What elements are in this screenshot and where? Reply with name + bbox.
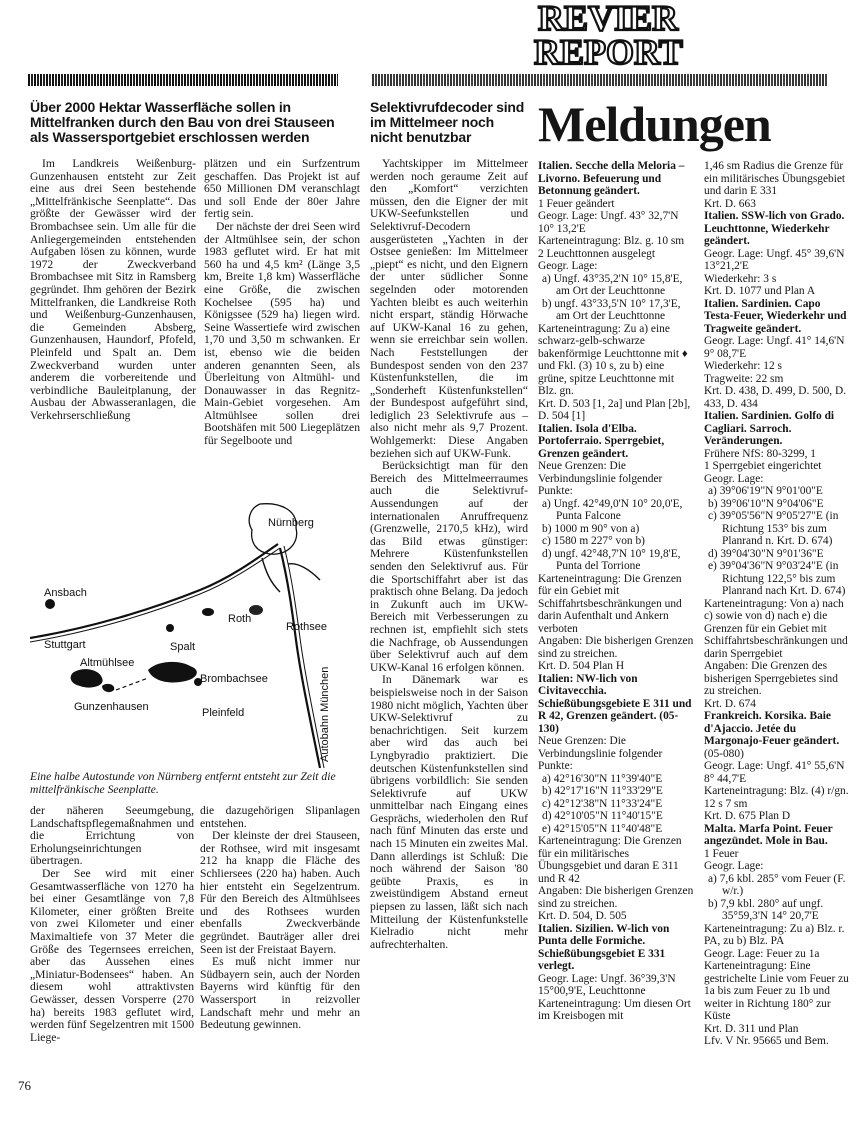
map-caption: Eine halbe Autostunde von Nürnberg entfernt entsteht zur Zeit die mittelfränkische Seenplatte.	[30, 770, 336, 796]
revier-report-logo	[530, 0, 720, 70]
logo-line2: REPORT	[534, 32, 683, 70]
meldungen-col1	[538, 160, 694, 1023]
notice-line: Krt. D. 674	[704, 697, 756, 710]
page-number: 76	[18, 1078, 31, 1093]
notice-line: Geogr. Lage: Ungf. 41° 55,6'N 8° 44,7'E	[704, 760, 845, 785]
notice-line: Angaben: Die bisherigen Grenzen sind zu streichen.	[538, 635, 694, 660]
spalt-marker	[166, 624, 174, 632]
article2-paragraph: Yachtskipper im Mittelmeer werden noch geraume Zeit auf den „Komfort“ verzichten müssen, den die Eigner der mit UKW-Seefunkstellen und Selektivruf-Decodern ausgerüsteten „Yachten in der Ostsee genießen: Im Mittelmeer „piept“ es nicht, und den Eignern der unter südlicher Sonne segelnden oder motorenden Yachten bleibt es auch weiterhin nicht erspart, ständig Hörwache auf UKW-Kanal 16 zu gehen, wenn sie erreichbar sein wollen. Nach Feststellungen der Bundespost senden von den 237 Küstenfunkstellen, die im „Sonderheft Küstenfunkstellen“ der Bundespost aufgeführt sind, lediglich 23 Selektivrufe aus – also nicht mehr als 9,7 Prozent. Wohlgemerkt: Diese Angaben beziehen sich auf UKW-Funk.	[370, 157, 528, 460]
map-label: Ansbach	[44, 587, 87, 599]
map-label: Pleinfeld	[202, 707, 245, 719]
notice-line: a) Ungf. 42°49,0'N 10° 20,0'E, Punta Falcone	[542, 497, 683, 522]
notice-line: Krt. D. 311 und Plan	[704, 1022, 799, 1035]
notice-line: Karteneintragung: Eine gestrichelte Linie vom Feuer zu 1a bis zum Feuer zu 1b und weiter in Richtung 180° zur Küste	[704, 960, 849, 1022]
notice-line: Karteneintragung: Die Grenzen für ein militärisches Übungsgebiet und daran E 311 und R 42	[538, 835, 682, 885]
notice-line: Geogr. Lage:	[704, 860, 764, 872]
article1-paragraph: der näheren Seeumgebung, Landschaftspflegemaßnahmen und die Errichtung von Erholungseinrichtungen übertragen.	[30, 804, 194, 868]
notice-line: Frühere NfS: 80-3299, 1	[704, 447, 816, 460]
notice-line: a) Ungf. 43°35,2'N 10° 15,8'E, am Ort der Leuchttonne	[542, 272, 683, 297]
logo-line1: REVIER	[538, 0, 679, 38]
notice-heading: Italien. Sizilien. W-lich von Punta delle Formiche. Schießübungsgebiet E 331 verlegt.	[538, 922, 670, 972]
notice-line: 1 Feuer geändert	[538, 197, 615, 210]
article2-paragraph: Berücksichtigt man für den Bereich des Mittelmeerraumes auch die Selektivruf-Aussendungen auf der internationalen Anruffrequenz (Grenzwelle, 2170,5 kHz), wird das Bild etwas günstiger: Mehrere Küstenfunkstellen senden den Selektivruf aus. Für die Sportschiffahrt aber ist das praktisch ohne Belang. Da jedoch in Zukunft auch im UKW-Bereich mit Verbesserungen zu rechnen ist, empfiehlt sich stets die Nachfrage, ob Aussendungen über Selektivruf auch auf dem UKW-Kanal 16 erfolgen können.	[370, 459, 528, 674]
map-label: Autobahn München	[319, 666, 331, 762]
notice-line: Geogr. Lage: Feuer zu 1a	[704, 947, 820, 960]
notice-line: d) ungf. 42°48,7'N 10° 19,8'E, Punta del Torrione	[542, 547, 681, 572]
notice-line: b) 39°06'10"N 9°04'06"E	[708, 497, 824, 510]
article1-paragraph: Der nächste der drei Seen wird der Altmühlsee sein, der schon 1983 geflutet wird. Er hat mit 560 ha und 4,5 km² (Länge 3,5 km, Breite 1,8 km) Wasserfläche eine Größe, die zwischen Kochelsee (595 ha) und Königssee (529 ha) liegen wird. Seine Wassertiefe wird zwischen 1,70 und 3,50 m schwanken. Er ist, ebenso wie die beiden anderen genannten Seen, als Überleitung von Altmühl- und Donauwasser in das Regnitz-Main-Gebiet vorgesehen. Am Altmühlsee sollen drei Bootshäfen mit 500 Liegeplätzen für Segelboote und	[204, 219, 360, 448]
notice-heading: Malta. Marfa Point. Feuer angezündet. Mole in Bau.	[704, 822, 833, 847]
notice-line: Wiederkehr: 12 s	[704, 360, 782, 372]
notice-line: Angaben: Die Grenzen des bisherigen Sperrgebietes sind zu streichen.	[704, 660, 838, 697]
notice-line: b) 7,9 kbl. 280° auf ungf. 35°59,3'N 14° 20,7'E	[708, 897, 824, 922]
article1-col1	[30, 158, 196, 422]
article1-col1-lower	[30, 805, 194, 1044]
notice-line: Wiederkehr: 3 s	[704, 272, 777, 285]
notice-heading: Italien. Sardinien. Capo Testa-Feuer, Wiederkehr und Tragweite geändert.	[704, 297, 847, 335]
notice-line: Krt. D. 504, D. 505	[538, 910, 627, 922]
map-label: Roth	[228, 613, 252, 625]
article2-headline: Selektivrufdecoder sind im Mittelmeer noch nicht benutzbar	[370, 99, 525, 145]
notice-line: e) 42°15'05"N 11°40'48"E	[542, 822, 663, 835]
meldungen-title: Meldungen	[538, 96, 771, 152]
notice-heading: Italien: NW-lich von Civitavecchia. Schießübungsgebiete E 311 und R 42, Grenzen geändert. (05-130)	[538, 672, 692, 735]
notice-line: a) 7,6 kbl. 285° vom Feuer (F. w/r.)	[708, 872, 846, 897]
notice-line: c) 39°05'56"N 9°05'27"E (in Richtung 153° bis zum Planrand n. Krt. D. 674)	[708, 510, 839, 547]
seenplatte-map	[30, 500, 360, 768]
notice-line: Lfv. V Nr. 95665 und Bem.	[704, 1035, 829, 1047]
notice-line: Krt. D. 504 Plan H	[538, 660, 625, 672]
article1-paragraph: Es muß nicht immer nur Südbayern sein, auch der Norden Bayerns wird künftig für den Wassersport in reizvoller Landschaft mehr und mehr an Bedeutung gewinnen.	[200, 955, 360, 1032]
ansbach-marker	[45, 599, 55, 609]
notice-line: Geogr. Lage: Ungf. 41° 14,6'N 9° 08,7'E	[704, 335, 845, 360]
notice-line: a) 39°06'19"N 9°01'00"E	[708, 485, 823, 497]
notice-line: Karteneintragung: Zu a) Blz. r. PA, zu b) Blz. PA	[704, 922, 845, 947]
roth-marker	[202, 608, 214, 616]
notice-line: b) 1000 m 90° von a)	[542, 522, 640, 535]
notice-line: Tragweite: 22 sm	[704, 372, 784, 385]
notice-heading: Italien. SSW-lich von Grado. Leuchttonne, Wiederkehr geändert.	[704, 210, 845, 247]
notice-heading: Italien. Isola d'Elba. Portoferraio. Sperrgebiet, Grenzen geändert.	[538, 422, 665, 460]
article2-column	[370, 158, 528, 951]
notice-line: b) ungf. 43°33,5'N 10° 17,3'E, am Ort der Leuchttonne	[542, 297, 681, 322]
header-rule-left	[28, 74, 338, 86]
notice-line: Geogr. Lage: Ungf. 36°39,3'N 15°00,9'E, Leuchttonne	[538, 972, 676, 997]
map-label: Rothsee	[286, 621, 327, 633]
notice-line: e) 39°04'36"N 9°03'24"E (in Richtung 122,5° bis zum Planrand nach Krt. D. 674)	[708, 560, 846, 597]
notice-line: Karteneintragung: Blz. g. 10 sm	[538, 235, 685, 247]
notice-line: Karteneintragung: Blz. (4) r/gn. 12 s 7 sm	[704, 785, 849, 810]
notice-line: 1 Feuer	[704, 847, 739, 860]
article1-paragraph: Der kleinste der drei Stauseen, der Rothsee, wird mit insgesamt 212 ha knapp die Fläche des Schliersees (220 ha) haben. Auch hier entsteht ein Segelzentrum. Für den Bereich des Altmühlsees und des Rothsees wurden ebenfalls Zweckverbände gegründet. Bauträger aller drei Seen ist der Freistaat Bayern.	[200, 829, 360, 956]
article1-paragraph: die dazugehörigen Slipanlagen entstehen.	[200, 804, 360, 830]
notice-line: Karteneintragung: Die Grenzen für ein Gebiet mit Schiffahrtsbeschränkungen und darin Aufenthalt und Ankern verboten	[538, 572, 682, 635]
map-label: Spalt	[170, 641, 196, 653]
article1-paragraph: Im Landkreis Weißenburg-Gunzenhausen entsteht zur Zeit eine aus drei Seen bestehende „Mittelfränkische Seenplatte“. Das größte der Gewässer wird der Brombachsee sein. Um alle für die Anliegergemeinden entstehenden Aufgaben lösen zu können, wurde 1972 der Zweckverband Brombachsee mit Sitz in Ramsberg gegründet. Ihm gehören der Bezirk Mittelfranken, die Landkreise Roth und Weißenburg-Gunzenhausen, die Gemeinden Absberg, Gunzenhausen, Haundorf, Pfofeld, Pleinfeld und Spalt an. Dem Zweckverband wurden unter anderem die vorbereitende und verbindliche Bauleitplanung, der Ausbau der Abwasseranlagen, die Verkehrserschließung	[30, 157, 196, 422]
map-label: Gunzenhausen	[74, 701, 149, 713]
notice-line: Karteneintragung: Um diesen Ort im Kreisbogen mit	[538, 997, 691, 1022]
notice-line: a) 42°16'30"N 11°39'40"E	[542, 772, 663, 785]
notice-line: c) 1580 m 227° von b)	[542, 535, 645, 547]
notice-line: Krt. D. 663	[704, 197, 756, 210]
notice-heading: Frankreich. Korsika. Baie d'Ajaccio. Jetée du Margonajo-Feuer geändert.	[704, 710, 840, 747]
map-label: Brombachsee	[200, 673, 268, 685]
article1-col2-lower	[200, 805, 360, 1032]
notice-line: b) 42°17'16"N 11°33'29"E	[542, 785, 663, 797]
notice-line: Geogr. Lage: Ungf. 43° 32,7'N 10° 13,2'E	[538, 210, 679, 235]
notice-line: c) 42°12'38"N 11°33'24"E	[542, 797, 663, 810]
notice-line: d) 42°10'05"N 11°40'15"E	[542, 810, 663, 822]
notice-line: Geogr. Lage: Ungf. 45° 39,6'N 13°21,2'E	[704, 247, 845, 272]
notice-line: Geogr. Lage:	[704, 472, 764, 485]
notice-line: 1 Sperrgebiet eingerichtet	[704, 460, 822, 472]
meldungen-col2	[704, 160, 850, 1048]
notice-line: 2 Leuchttonnen ausgelegt	[538, 247, 656, 260]
article1-col2	[204, 158, 360, 448]
map-label: Stuttgart	[44, 639, 86, 651]
article1-paragraph: plätzen und ein Surfzentrum geschaffen. Das Projekt ist auf 650 Millionen DM veranschlagt und soll Ende der 80er Jahre fertig sein.	[204, 157, 360, 221]
notice-line: 1,46 sm Radius die Grenze für ein militärisches Übungsgebiet und darin E 331	[704, 160, 846, 197]
notice-line: Angaben: Die bisherigen Grenzen sind zu streichen.	[538, 885, 694, 910]
notice-line: Karteneintragung: Von a) nach c) sowie von d) nach e) die Grenzen für ein Gebiet mit Schiffahrtsbeschränkungen und darin Sperrgebiet	[704, 597, 848, 660]
notice-line: Krt. D. 503 [1, 2a] und Plan [2b], D. 504 [1]	[538, 397, 691, 422]
notice-line: Krt. D. 675 Plan D	[704, 810, 791, 822]
notice-line: Geogr. Lage:	[538, 260, 598, 272]
notice-line: Neue Grenzen: Die Verbindungslinie folgender Punkte:	[538, 460, 663, 497]
notice-heading: Italien. Secche della Meloria – Livorno. Befeuerung und Betonnung geändert.	[538, 160, 685, 197]
notice-line: Krt. D. 1077 und Plan A	[704, 285, 816, 297]
map-label: Nürnberg	[268, 517, 314, 529]
notice-line: Krt. D. 438, D. 499, D. 500, D. 433, D. 434	[704, 385, 847, 410]
notice-line: d) 39°04'30"N 9°01'36"E	[708, 547, 824, 560]
notice-heading: Italien. Sardinien. Golfo di Cagliari. Sarroch. Veränderungen.	[704, 410, 835, 447]
article2-paragraph: In Dänemark war es beispielsweise noch in der Saison 1980 nicht möglich, Yachten über UKW-Selektivruf zu benachrichtigen. Seit kurzem aber wird das auch bei Lyngbyradio praktiziert. Die deutschen Küstenfunkstellen sind übrigens vorbildlich: Sie senden Selektivrufe auf UKW unmittelbar nach Eingang eines Gesprächs, wiederholen den Ruf nach fünf Minuten das erste und nach 15 Minuten ein zweites Mal. Dann allerdings ist Schluß: Die noch während der Saison '80 geübte Praxis, es in zweistündigem Abstand erneut piepsen zu lassen, läßt sich nach Mitteilung der Küstenfunkstelle Kielradio nicht mehr aufrechterhalten.	[370, 673, 528, 951]
notice-line: (05-080)	[704, 747, 744, 760]
header-rule-right	[372, 74, 827, 86]
notice-line: Neue Grenzen: Die Verbindungslinie folgender Punkte:	[538, 735, 663, 772]
notice-line: Karteneintragung: Zu a) eine schwarz-gelb-schwarze bakenförmige Leuchttonne mit ♦ und Fkl. (3) 10 s, zu b) eine grüne, spitze Leuchttonne mit Blz. gn.	[538, 322, 688, 397]
article1-headline: Über 2000 Hektar Wasserfläche sollen in Mittelfranken durch den Bau von drei Stauseen als Wassersportgebiet erschlossen werden	[30, 99, 335, 145]
article1-paragraph: Der See wird mit einer Gesamtwasserfläche von 1270 ha bei einer Gesamtlänge von 7,8 Kilometer, einer größten Breite von zwei Kilometer und einer Maximaltiefe von 37 Meter die Größe des Tegernsees erreichen, aber das Aussehen eines „Miniatur-Bodensees“ haben. An diesem wohl attraktivsten Gewässer, dessen Vorsperre (270 ha) bereits 1983 geflutet wird, werden fünf Segelzentren mit 1500 Liege-	[30, 866, 194, 1044]
map-label: Altmühlsee	[80, 657, 135, 669]
